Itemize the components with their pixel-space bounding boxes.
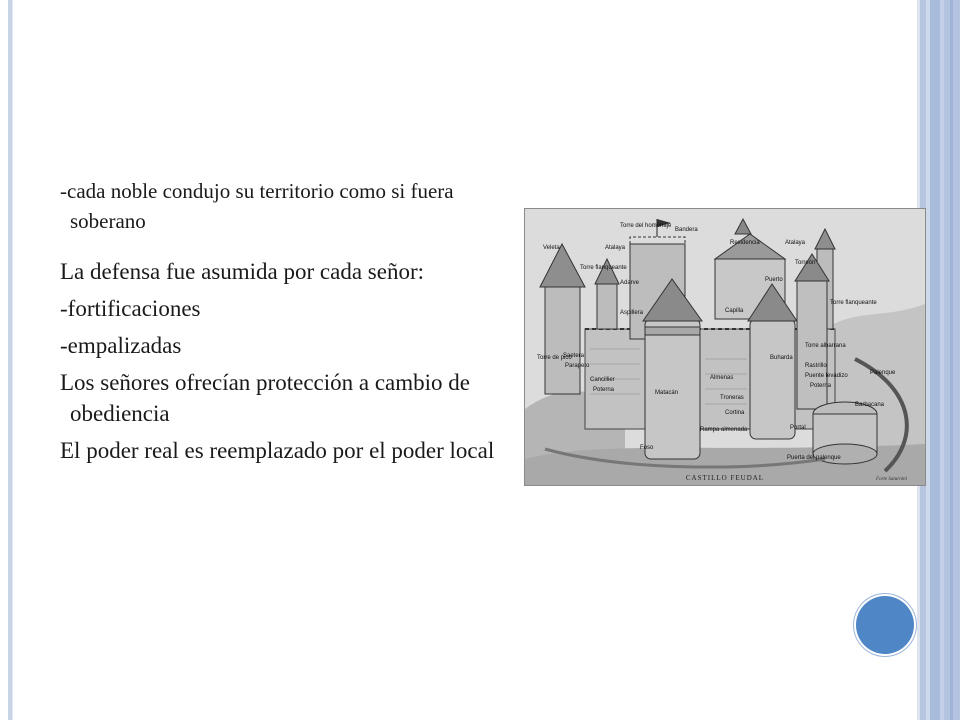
bullet-item: -fortificaciones — [60, 296, 201, 321]
illustration-label: Parapeto — [565, 363, 590, 369]
illustration-label: Matacán — [655, 390, 679, 396]
decorative-circle — [856, 596, 914, 654]
illustration-label: Puerto — [765, 277, 783, 283]
illustration-label: Saetera — [563, 353, 585, 359]
illustration-label: Capilla — [725, 308, 744, 314]
illustration-label: Cancillier — [590, 377, 615, 383]
castle-illustration — [524, 208, 926, 486]
illustration-label: Torre albarrana — [805, 343, 846, 349]
illustration-label: Torre flanqueante — [830, 300, 877, 306]
illustration-label: Veleta — [543, 245, 560, 251]
illustration-label: Palenque — [870, 370, 896, 376]
illustration-label: Torreón — [795, 260, 816, 266]
illustration-label: Adarve — [620, 280, 640, 286]
illustration-label: Almenas — [710, 375, 734, 381]
bullet-item: -cada noble condujo su territorio como si fuera soberano — [60, 179, 454, 233]
illustration-label: Torre flanqueante — [580, 265, 627, 271]
illustration-label: Torre de pico — [537, 355, 572, 361]
bullet-item: La defensa fue asumida por cada señor: — [60, 259, 425, 284]
illustration-label: Torre del homenaje — [620, 223, 672, 229]
castle-drawing — [525, 209, 925, 485]
right-stripe — [950, 0, 953, 720]
illustration-label: Puerta del palenque — [787, 455, 841, 461]
illustration-label: Foso — [640, 445, 654, 451]
illustration-label: Cortina — [725, 410, 745, 416]
illustration-label: Poterna — [810, 383, 832, 389]
illustration-label: Portal — [790, 425, 806, 431]
illustration-label: Buharda — [770, 355, 793, 361]
bullet-item: El poder real es reemplazado por el poder local — [60, 438, 495, 463]
illustration-label: Barbacana — [855, 402, 885, 408]
left-frame-line — [8, 0, 12, 720]
illustration-label: Rastrillo — [805, 363, 827, 369]
illustration-label: Atalaya — [785, 240, 806, 246]
illustration-label: Rampa almenada — [700, 427, 748, 433]
illustration-label: Poterna — [593, 387, 615, 393]
illustration-label: Troneras — [720, 395, 744, 401]
bullet-list — [60, 176, 510, 466]
figure-signature: Forte Saturnini — [876, 477, 907, 482]
figure-caption: CASTILLO FEUDAL — [685, 474, 765, 482]
illustration-label: Atalaya — [605, 245, 626, 251]
illustration-label: Puente levadizo — [805, 373, 848, 379]
illustration-label: Aspillera — [620, 310, 644, 316]
illustration-label: Residencia — [730, 240, 760, 246]
bullet-item: -empalizadas — [60, 333, 182, 358]
right-stripe — [930, 0, 940, 720]
bullet-item: Los señores ofrecían protección a cambio de obediencia — [60, 370, 470, 426]
illustration-label: Bandera — [675, 227, 698, 233]
